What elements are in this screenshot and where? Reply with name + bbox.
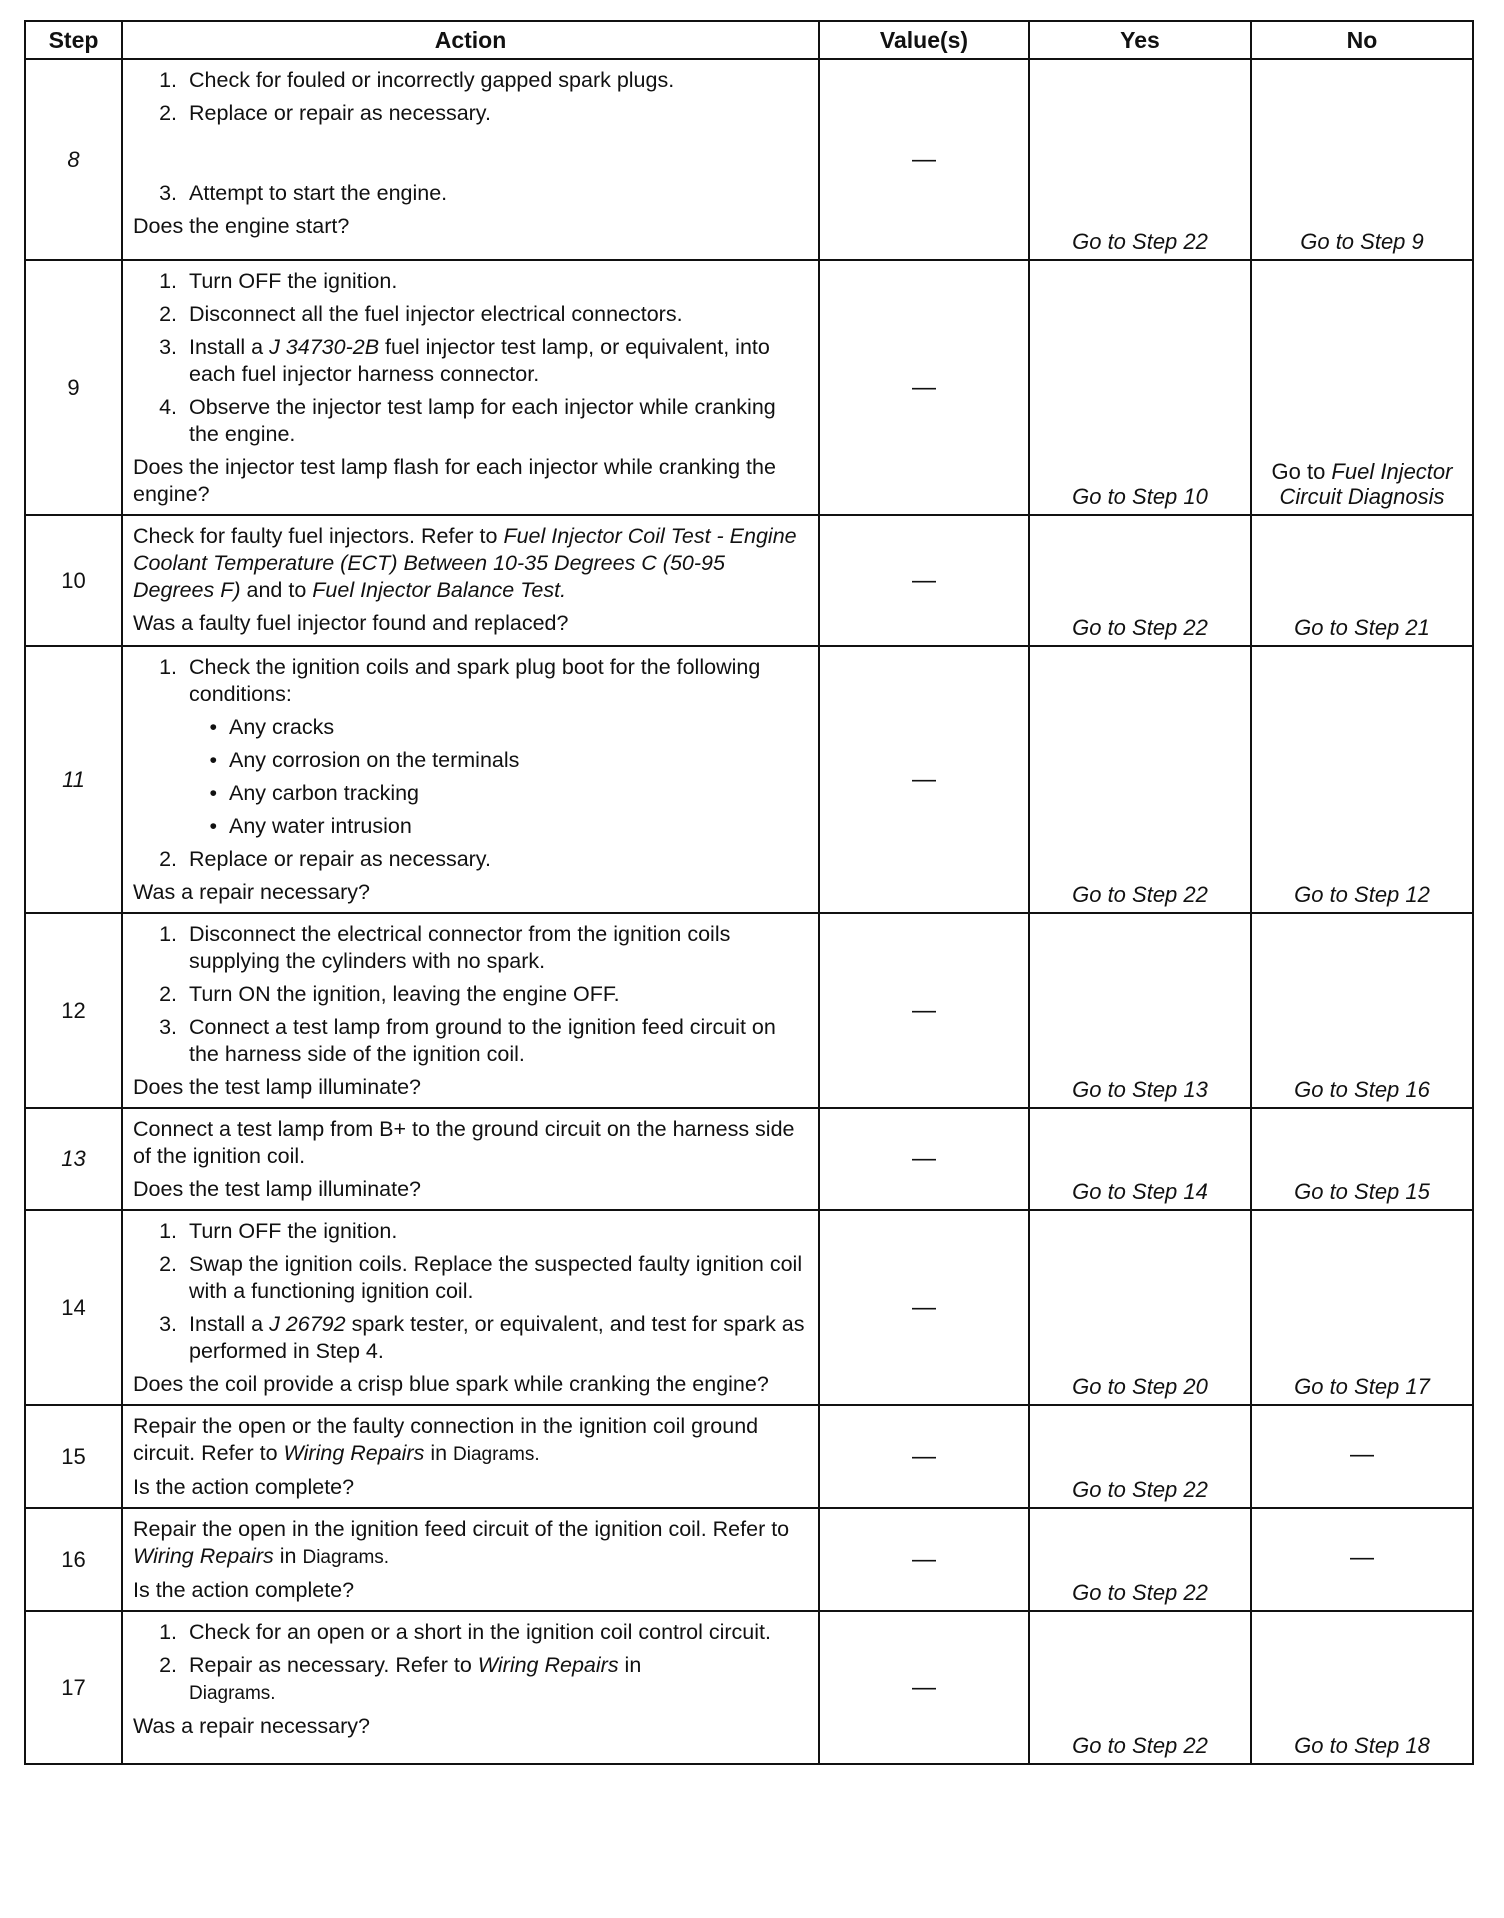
no-link[interactable]: Go to Step 17 [1251, 1210, 1473, 1405]
no-link[interactable]: Go to Step 21 [1251, 515, 1473, 646]
action-item: 1. Check for fouled or incorrectly gapped spark plugs. [133, 67, 808, 94]
action-cell [122, 1210, 819, 1405]
action-text: Diagrams. [302, 1547, 390, 1568]
action-text: Turn OFF the ignition. [189, 269, 398, 293]
action-text: Install a [189, 335, 270, 359]
action-text: Diagrams. [189, 1683, 276, 1704]
action-item: 2. Replace or repair as necessary. [133, 100, 808, 127]
action-cell [122, 260, 819, 515]
no-link[interactable]: Go to Step 12 [1251, 646, 1473, 913]
action-text: Repair the open or the faulty connection in the ignition coil ground circuit. Refer to [133, 1414, 759, 1465]
step-number: 13 [25, 1108, 122, 1210]
header-no: No [1251, 21, 1473, 59]
action-question: Does the test lamp illuminate? [133, 1075, 422, 1099]
action-question: Does the engine start? [133, 214, 350, 238]
no-link[interactable]: Go to Step 15 [1251, 1108, 1473, 1210]
action-question: Is the action complete? [133, 1578, 355, 1602]
bullet-item: • Any carbon tracking [133, 780, 808, 807]
header-step: Step [25, 21, 122, 59]
action-text: Install a [189, 1312, 270, 1336]
header-row [25, 21, 1473, 59]
header-yes: Yes [1029, 21, 1251, 59]
no-value: — [1251, 1508, 1473, 1611]
no-value: — [1251, 1405, 1473, 1508]
table-row [25, 1210, 1473, 1405]
action-question: Is the action complete? [133, 1475, 355, 1499]
diagnostic-sheet [24, 20, 1472, 1765]
yes-link[interactable]: Go to Step 22 [1029, 59, 1251, 260]
action-item: 2. Replace or repair as necessary. [133, 846, 808, 873]
action-item: 2. Disconnect all the fuel injector electrical connectors. [133, 301, 808, 328]
action-item: 3. Install a J 26792 spark tester, or equivalent, and test for spark as performed in Step 4. [159, 1312, 805, 1363]
bullet-item: • Any water intrusion [133, 813, 808, 840]
bullet-item: • Any cracks [133, 714, 808, 741]
tool-number: J 26792 [269, 1312, 346, 1336]
header-action: Action [122, 21, 819, 59]
action-item: 1. Turn OFF the ignition. [133, 1218, 808, 1245]
action-cell [122, 1611, 819, 1764]
action-item: 1. Check for an open or a short in the ignition coil control circuit. [133, 1619, 808, 1646]
action-item: 2. Swap the ignition coils. Replace the suspected faulty ignition coil with a functioning ignition coil. [133, 1251, 808, 1305]
value-cell: — [819, 59, 1029, 260]
action-text: Disconnect all the fuel injector electrical connectors. [189, 302, 683, 326]
step-number: 14 [25, 1210, 122, 1405]
table-row [25, 260, 1473, 515]
bullet-text: Any cracks [229, 715, 335, 739]
yes-link[interactable]: Go to Step 20 [1029, 1210, 1251, 1405]
no-link[interactable]: Go to Step 9 [1251, 59, 1473, 260]
step-number: 8 [25, 59, 122, 260]
action-item: 2. Repair as necessary. Refer to Wiring Repairs in Diagrams. [159, 1653, 642, 1704]
action-text: Turn OFF the ignition. [189, 1219, 398, 1243]
action-question: Was a faulty fuel injector found and replaced? [133, 611, 569, 635]
action-text: spark tester, or equivalent, and test for spark as performed in Step 4. [189, 1312, 805, 1363]
action-item: 1. Check the ignition coils and spark plug boot for the following conditions: [133, 654, 808, 708]
table-row [25, 515, 1473, 646]
action-question: Does the test lamp illuminate? [133, 1177, 422, 1201]
action-text: Diagrams. [453, 1444, 540, 1465]
step-number: 10 [25, 515, 122, 646]
action-text: in [273, 1544, 303, 1568]
value-cell: — [819, 1108, 1029, 1210]
action-text: Connect a test lamp from ground to the ignition feed circuit on the harness side of the ignition coil. [189, 1015, 776, 1066]
action-paragraph [133, 1413, 808, 1468]
table-row [25, 913, 1473, 1108]
action-item: 1. Disconnect the electrical connector from the ignition coils supplying the cylinders with no spark. [133, 921, 808, 975]
step-number: 17 [25, 1611, 122, 1764]
no-link[interactable]: Go to Step 16 [1251, 913, 1473, 1108]
action-text: fuel injector test lamp, or equivalent, into each fuel injector harness connector. [189, 335, 770, 386]
action-question: Was a repair necessary? [133, 880, 370, 904]
action-text: Repair as necessary. Refer to [189, 1653, 478, 1677]
table-row [25, 1611, 1473, 1764]
action-paragraph [133, 1516, 808, 1571]
action-paragraph: Connect a test lamp from B+ to the ground circuit on the harness side of the ignition coil. [133, 1117, 795, 1168]
step-number: 16 [25, 1508, 122, 1611]
value-cell: — [819, 260, 1029, 515]
yes-link[interactable]: Go to Step 22 [1029, 1508, 1251, 1611]
yes-link[interactable]: Go to Step 13 [1029, 913, 1251, 1108]
action-cell [122, 646, 819, 913]
action-cell [122, 1405, 819, 1508]
value-cell: — [819, 646, 1029, 913]
header-values: Value(s) [819, 21, 1029, 59]
value-cell: — [819, 913, 1029, 1108]
bullet-text: Any water intrusion [229, 814, 412, 838]
yes-link[interactable]: Go to Step 22 [1029, 1405, 1251, 1508]
reference-link[interactable]: Wiring Repairs [477, 1653, 619, 1677]
tool-number: J 34730-2B [269, 335, 380, 359]
action-text: in [618, 1653, 642, 1677]
table-row [25, 646, 1473, 913]
action-item: 1. Turn OFF the ignition. [133, 268, 808, 295]
bullet-text: Any corrosion on the terminals [229, 748, 520, 772]
step-number: 11 [25, 646, 122, 913]
value-cell: — [819, 1405, 1029, 1508]
action-text: Check for faulty fuel injectors. Refer to [133, 524, 504, 548]
action-cell [122, 59, 819, 260]
action-text: Disconnect the electrical connector from the ignition coils supplying the cylinders with no spark. [189, 922, 731, 973]
action-paragraph [133, 523, 808, 604]
action-text: Attempt to start the engine. [189, 181, 448, 205]
no-link-prefix: Go to [1271, 459, 1332, 484]
step-number: 15 [25, 1405, 122, 1508]
action-text: Check for an open or a short in the ignition coil control circuit. [189, 1620, 771, 1644]
table-row [25, 1405, 1473, 1508]
action-text: in [424, 1441, 454, 1465]
action-item: 2. Turn ON the ignition, leaving the engine OFF. [133, 981, 808, 1008]
bullet-item: • Any corrosion on the terminals [133, 747, 808, 774]
action-item: 3. Attempt to start the engine. [133, 180, 808, 207]
reference-link[interactable]: Wiring Repairs [283, 1441, 425, 1465]
yes-link[interactable]: Go to Step 22 [1029, 646, 1251, 913]
action-text: Replace or repair as necessary. [189, 847, 491, 871]
table-row [25, 1508, 1473, 1611]
value-cell: — [819, 1611, 1029, 1764]
action-text: Check the ignition coils and spark plug boot for the following conditions: [189, 655, 761, 706]
reference-link[interactable]: Wiring Repairs [133, 1544, 274, 1568]
action-text: Replace or repair as necessary. [189, 101, 491, 125]
value-cell: — [819, 1210, 1029, 1405]
bullet-text: Any carbon tracking [229, 781, 420, 805]
table-row [25, 1108, 1473, 1210]
table-row [25, 59, 1473, 260]
reference-link[interactable]: Fuel Injector Coil Test - Engine Coolant Temperature (ECT) Between 10-35 Degrees C (50-95 Degrees F) [133, 524, 797, 602]
action-cell [122, 515, 819, 646]
action-item: 4. Observe the injector test lamp for each injector while cranking the engine. [133, 394, 808, 448]
step-number: 12 [25, 913, 122, 1108]
action-text: Observe the injector test lamp for each injector while cranking the engine. [189, 395, 776, 446]
action-cell [122, 913, 819, 1108]
reference-link[interactable]: Fuel Injector Balance Test. [312, 578, 567, 602]
action-item: 3. Install a J 34730-2B fuel injector test lamp, or equivalent, into each fuel injector harness connector. [159, 335, 770, 386]
yes-link[interactable]: Go to Step 10 [1029, 260, 1251, 515]
action-question: Was a repair necessary? [133, 1714, 370, 1738]
action-text: and to [240, 578, 313, 602]
yes-link[interactable]: Go to Step 14 [1029, 1108, 1251, 1210]
no-link-target[interactable]: Fuel Injector Circuit Diagnosis [1279, 459, 1453, 509]
action-question: Does the injector test lamp flash for each injector while cranking the engine? [133, 455, 776, 506]
no-link[interactable]: Go to Step 18 [1251, 1611, 1473, 1764]
action-text: Turn ON the ignition, leaving the engine OFF. [189, 982, 620, 1006]
action-text: Repair the open in the ignition feed circuit of the ignition coil. Refer to [133, 1517, 790, 1541]
no-link[interactable] [1251, 260, 1473, 515]
action-text: Check for fouled or incorrectly gapped spark plugs. [189, 68, 675, 92]
action-cell [122, 1108, 819, 1210]
action-text: Swap the ignition coils. Replace the suspected faulty ignition coil with a functioning ignition coil. [189, 1252, 803, 1303]
value-cell: — [819, 1508, 1029, 1611]
diagnostic-table [24, 20, 1474, 1765]
step-number: 9 [25, 260, 122, 515]
yes-link[interactable]: Go to Step 22 [1029, 515, 1251, 646]
yes-link[interactable]: Go to Step 22 [1029, 1611, 1251, 1764]
action-question: Does the coil provide a crisp blue spark while cranking the engine? [133, 1372, 769, 1396]
action-cell [122, 1508, 819, 1611]
action-item: 3. Connect a test lamp from ground to the ignition feed circuit on the harness side of the ignition coil. [133, 1014, 808, 1068]
value-cell: — [819, 515, 1029, 646]
